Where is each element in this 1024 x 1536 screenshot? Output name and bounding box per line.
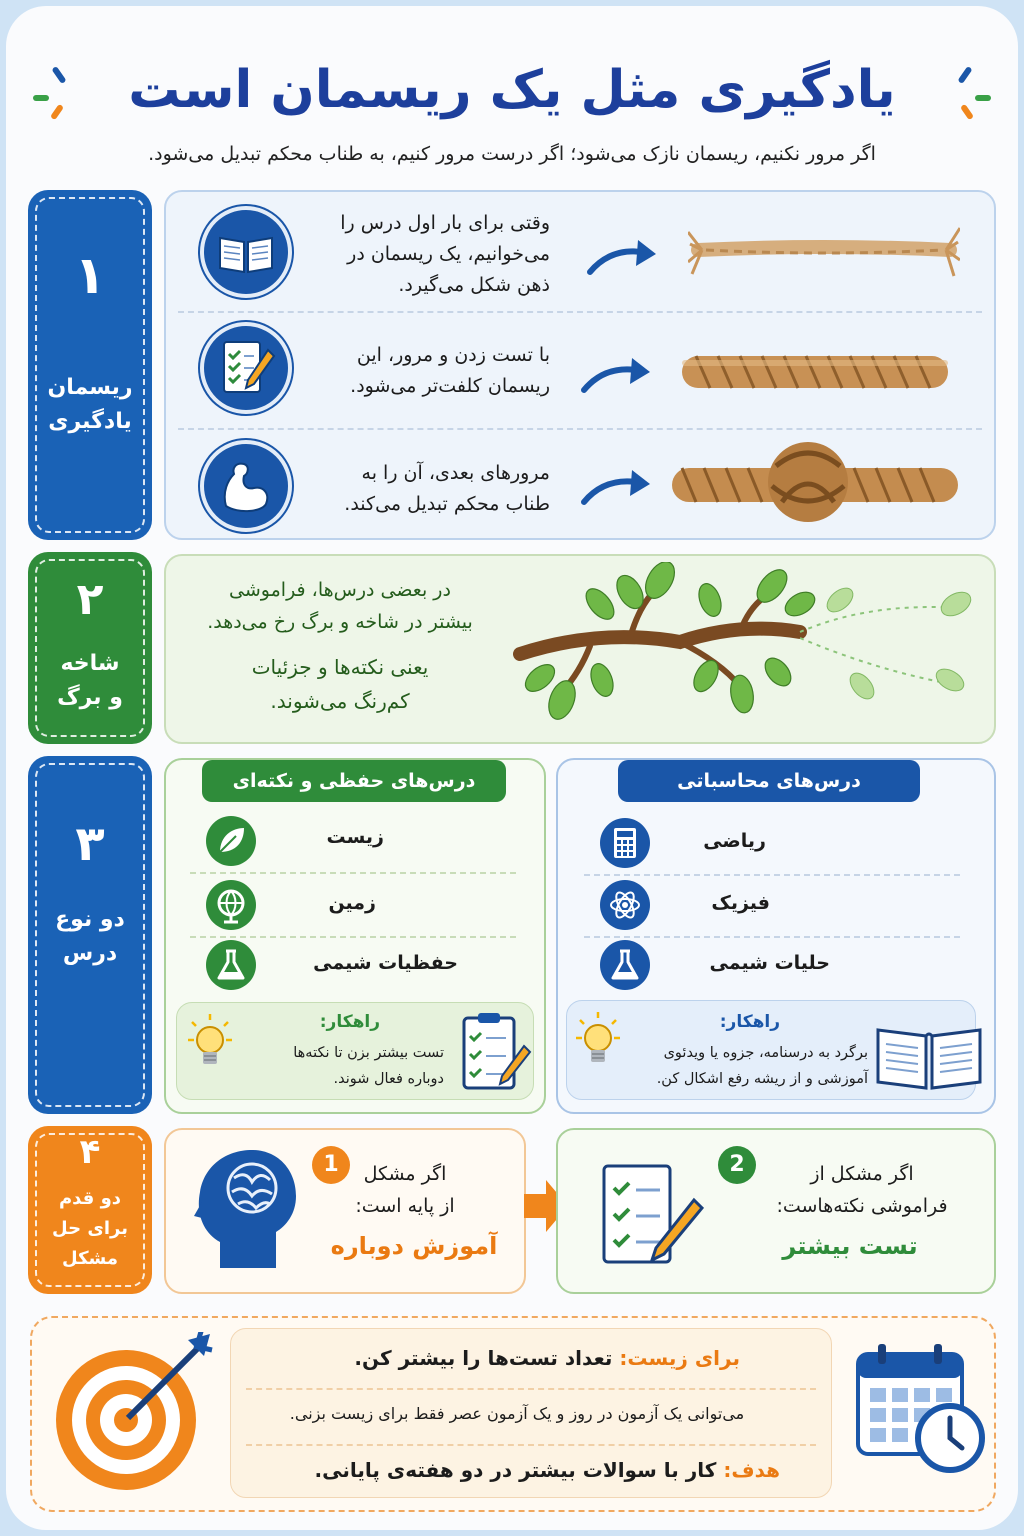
- leaf-icon: [206, 816, 256, 866]
- section1-divider-1: [178, 311, 982, 313]
- target-arrow-icon: [48, 1332, 218, 1492]
- computational-tip-title: راهکار:: [719, 1012, 780, 1032]
- flexed-arm-icon: [200, 440, 292, 532]
- section2-text-line4: کم‌رنگ می‌شوند.: [270, 689, 410, 713]
- step2-line2: فراموشی نکته‌هاست:: [776, 1195, 948, 1217]
- footer-line2: می‌توانی یک آزمون در روز و یک آزمون عصر فقط برای زیست بزنی.: [289, 1404, 745, 1423]
- computational-subject-2: فیزیک: [711, 892, 770, 914]
- checklist-pencil-icon-large: [598, 1158, 710, 1270]
- arrow-icon-row2: [580, 356, 652, 396]
- checklist-pencil-icon: [200, 322, 292, 414]
- section1-row2-text: با تست زدن و مرور، این ریسمان کلفت‌تر می‌شود.: [350, 344, 550, 397]
- section1-divider-2: [178, 428, 982, 430]
- medium-rope-image: [676, 340, 954, 404]
- section2-label-2: و برگ: [57, 685, 123, 710]
- section3-label-2: درس: [62, 941, 118, 966]
- footer-divider-2: [246, 1444, 816, 1446]
- section3-label-1: دو نوع: [55, 907, 125, 932]
- footer-line3-text: کار با سوالات بیشتر در دو هفته‌ی پایانی.: [314, 1458, 717, 1482]
- step2-badge: 2: [718, 1146, 756, 1184]
- head-brain-icon: [190, 1142, 302, 1270]
- open-book-icon-large: [874, 1020, 984, 1092]
- section4-label-1: دو قدم: [58, 1188, 122, 1209]
- open-book-icon: [200, 206, 292, 298]
- computational-subject-3: حلیات شیمی: [709, 952, 830, 974]
- section1-row3-text: مرورهای بعدی، آن را به طناب محکم تبدیل می‌کند.: [344, 462, 550, 515]
- flask-icon-green: [206, 940, 256, 990]
- step2-line1: اگر مشکل از: [810, 1163, 914, 1185]
- section2-text-line3: یعنی نکته‌ها و جزئیات: [251, 655, 429, 679]
- footer-line1: [250, 1346, 740, 1370]
- section2-number-box: [28, 552, 152, 744]
- section2-number: ۲: [76, 574, 104, 625]
- thick-knotted-rope-image: [668, 436, 962, 528]
- clipboard-checklist-icon: [458, 1010, 532, 1092]
- step1-action: آموزش دوباره: [330, 1232, 498, 1260]
- flask-icon-blue: [600, 940, 650, 990]
- step1-badge: 1: [312, 1146, 350, 1184]
- page-title: یادگیری مثل یک ریسمان است: [128, 60, 896, 120]
- globe-icon: [206, 880, 256, 930]
- section3-number-box: [28, 756, 152, 1114]
- memorization-tip-text: تست بیشتر بزن تا نکته‌ها دوباره فعال شوند.: [293, 1045, 444, 1087]
- section1-row1-text: وقتی برای بار اول درس را می‌خوانیم، یک ریسمان در ذهن شکل می‌گیرد.: [340, 212, 550, 296]
- lightbulb-icon-green: [186, 1012, 234, 1076]
- page-subtitle: اگر مرور نکنیم، ریسمان نازک می‌شود؛ اگر درست مرور کنیم، به طناب محکم تبدیل می‌شود.: [148, 143, 876, 165]
- step1-text: [330, 1158, 480, 1222]
- memorization-divider-2: [190, 936, 516, 938]
- footer-line1-label: برای زیست:: [619, 1346, 740, 1370]
- sparkle-left-green: [33, 95, 49, 101]
- lightbulb-icon-blue: [574, 1010, 622, 1074]
- section1-number-box: [28, 190, 152, 540]
- computational-divider-2: [584, 936, 960, 938]
- memorization-subject-1: زیست: [326, 826, 384, 848]
- calendar-clock-icon: [852, 1334, 992, 1474]
- section3-number: ۳: [75, 816, 105, 872]
- section2-label-1: شاخه: [60, 651, 120, 676]
- thin-rope-image: [688, 214, 960, 286]
- section1-label-2: یادگیری: [48, 409, 132, 434]
- arrow-icon-row1: [586, 238, 658, 278]
- section4-label-3: مشکل: [62, 1248, 118, 1269]
- step1-line2: از پایه است:: [355, 1195, 455, 1217]
- section1-label-1: ریسمان: [47, 375, 133, 400]
- memorization-tip-title: راهکار:: [319, 1012, 380, 1032]
- step1-line1: اگر مشکل: [363, 1163, 447, 1185]
- footer-line3-label: هدف:: [723, 1458, 780, 1482]
- section2-text: [190, 574, 490, 718]
- section2-text-line2: بیشتر در شاخه و برگ رخ می‌دهد.: [207, 611, 473, 633]
- calculator-icon: [600, 818, 650, 868]
- branch-leaves-image: [510, 562, 980, 736]
- section4-number: ۴: [79, 1132, 101, 1172]
- memorization-divider-1: [190, 872, 516, 874]
- memorization-subject-3: حفظیات شیمی: [313, 952, 458, 974]
- footer-line1-text: تعداد تست‌ها را بیشتر کن.: [354, 1346, 613, 1370]
- computational-subject-1: ریاضی: [703, 830, 766, 852]
- memorization-title: درس‌های حفظی و نکته‌ای: [202, 760, 506, 802]
- atom-icon: [600, 880, 650, 930]
- footer-line3: [250, 1458, 780, 1482]
- section4-label-2: برای حل: [52, 1218, 128, 1239]
- computational-title: درس‌های محاسباتی: [618, 760, 920, 802]
- computational-divider-1: [584, 874, 960, 876]
- computational-tip-text: برگرد به درسنامه، جزوه یا ویدئوی آموزشی و از ریشه رفع اشکال کن.: [656, 1045, 868, 1087]
- section2-text-line1: در بعضی درس‌ها، فراموشی: [229, 579, 451, 601]
- section4-number-box: [28, 1126, 152, 1294]
- step2-action: تست بیشتر: [782, 1232, 918, 1260]
- arrow-icon-row3: [580, 468, 652, 508]
- step2-text: [752, 1158, 972, 1222]
- footer-divider-1: [246, 1388, 816, 1390]
- section1-number: ۱: [74, 246, 106, 306]
- memorization-subject-2: زمین: [328, 892, 376, 914]
- sparkle-right-green: [975, 95, 991, 101]
